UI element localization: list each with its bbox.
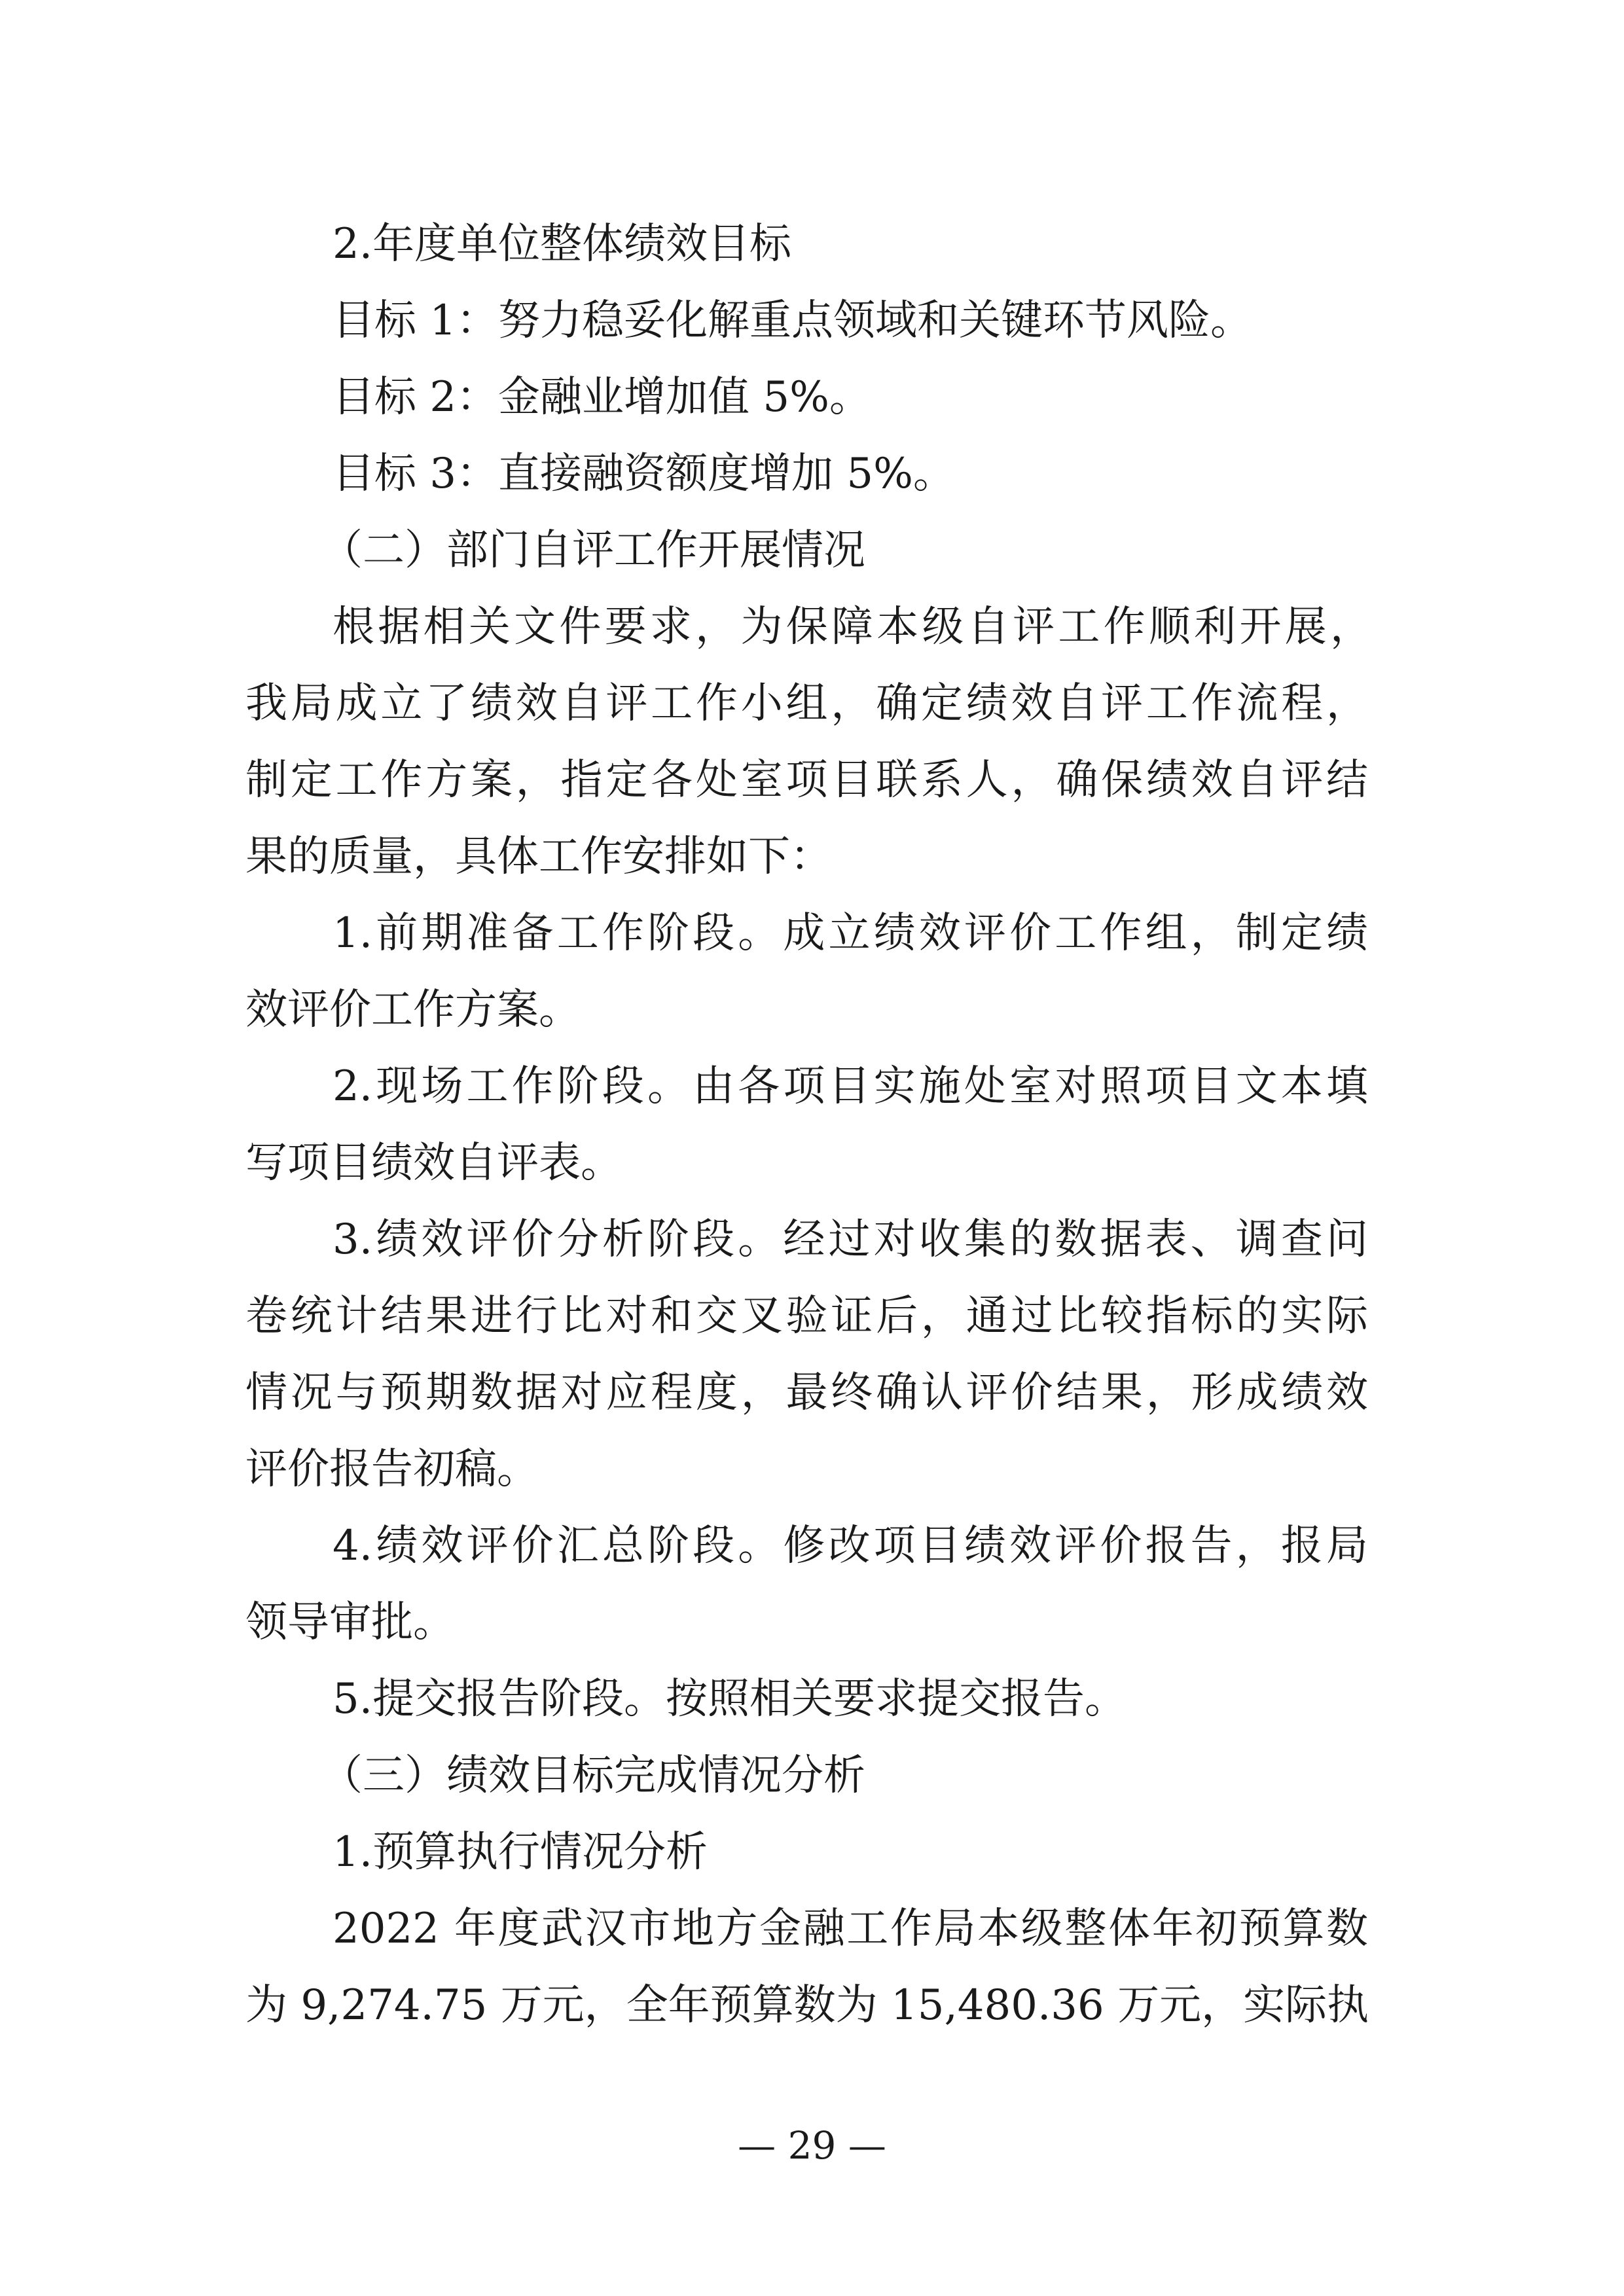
text-line: 卷统计结果进行比对和交叉验证后，通过比较指标的实际 bbox=[245, 1292, 1368, 1340]
text-line: 2.年度单位整体绩效目标 bbox=[333, 220, 792, 268]
text-line: 写项目绩效自评表。 bbox=[245, 1139, 623, 1187]
text-line: 目标 2：金融业增加值 5%。 bbox=[333, 373, 871, 422]
section-heading: （二）部门自评工作开展情况 bbox=[321, 526, 865, 575]
text-line: 2.现场工作阶段。由各项目实施处室对照项目文本填 bbox=[333, 1062, 1368, 1111]
text-line: 目标 1：努力稳妥化解重点领域和关键环节风险。 bbox=[333, 296, 1253, 345]
text-line: 评价报告初稿。 bbox=[245, 1445, 539, 1494]
text-line: 果的质量，具体工作安排如下： bbox=[245, 833, 832, 881]
text-line: 1.前期准备工作阶段。成立绩效评价工作组，制定绩 bbox=[333, 909, 1368, 958]
text-line: 4.绩效评价汇总阶段。修改项目绩效评价报告，报局 bbox=[333, 1522, 1368, 1570]
text-line: 情况与预期数据对应程度，最终确认评价结果，形成绩效 bbox=[245, 1369, 1368, 1417]
text-line: 目标 3：直接融资额度增加 5%。 bbox=[333, 450, 955, 498]
text-line: 领导审批。 bbox=[245, 1598, 455, 1647]
text-line: 效评价工作方案。 bbox=[245, 986, 581, 1034]
section-heading: （三）绩效目标完成情况分析 bbox=[321, 1751, 865, 1800]
text-line: 根据相关文件要求，为保障本级自评工作顺利开展， bbox=[333, 603, 1372, 651]
page-number: — 29 — bbox=[738, 2123, 886, 2168]
text-line: 2022 年度武汉市地方金融工作局本级整体年初预算数 bbox=[333, 1905, 1368, 1953]
text-line: 我局成立了绩效自评工作小组，确定绩效自评工作流程， bbox=[245, 679, 1368, 728]
text-line: 制定工作方案，指定各处室项目联系人，确保绩效自评结 bbox=[245, 756, 1368, 804]
text-line: 3.绩效评价分析阶段。经过对收集的数据表、调查问 bbox=[333, 1215, 1368, 1264]
text-line: 为 9,274.75 万元，全年预算数为 15,480.36 万元，实际执 bbox=[245, 1981, 1369, 2030]
text-line: 5.提交报告阶段。按照相关要求提交报告。 bbox=[333, 1675, 1127, 1723]
text-line: 1.预算执行情况分析 bbox=[333, 1828, 708, 1876]
